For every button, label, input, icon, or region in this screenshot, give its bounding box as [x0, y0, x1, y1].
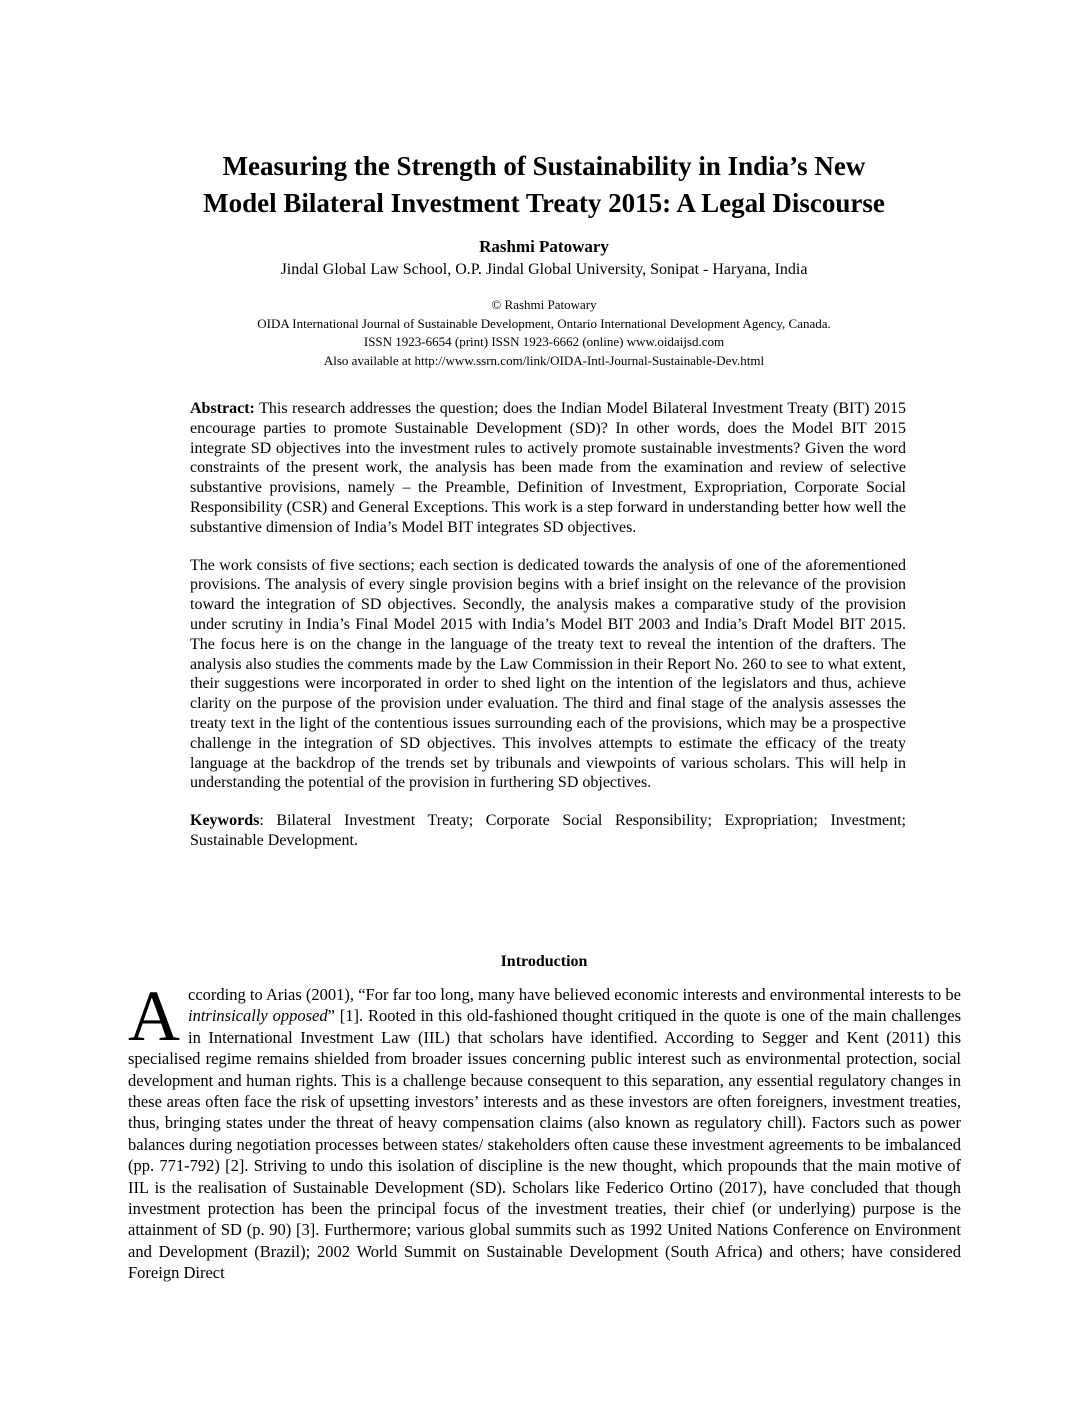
copyright-block — [0, 296, 1088, 370]
keywords-line — [190, 811, 906, 851]
abstract-paragraph-1-text: This research addresses the question; does the Indian Model Bilateral Investment Treaty (BIT) 2015 encourage parties to promote Sustainable Development (SD)? In other words, does the Model BIT 2015 integrate SD objectives into the investment rules to actively promote sustainable investments? Given the word constraints of the present work, the analysis has been made from the examination and review of selective substantive provisions, namely – the Preamble, Definition of Investment, Expropriation, Corporate Social Responsibility (CSR) and General Exceptions. This work is a step forward in understanding better how well the substantive dimension of India’s Model BIT integrates SD objectives. — [190, 400, 906, 536]
abstract-paragraph-2: The work consists of five sections; each section is dedicated towards the analysis of one of the aforementioned provisions. The analysis of every single provision begins with a brief insight on the relevance of the provision toward the integration of SD objectives. Secondly, the analysis makes a comparative study of the provision under scrutiny in India’s Final Model 2015 with India’s Model BIT 2003 and India’s Draft Model BIT 2015. The focus here is on the change in the language of the treaty text to reveal the intention of the drafters. The analysis also studies the comments made by the Law Commission in their Report No. 260 to see to what extent, their suggestions were incorporated in order to shed light on the intention of the legislators and thus, achieve clarity on the purpose of the provision under evaluation. The third and final stage of the analysis assesses the treaty text in the light of the contentious issues surrounding each of the provisions, which may be a prospective challenge in the integration of SD objectives. This involves attempts to estimate the efficacy of the treaty language at the backdrop of the trends set by tribunals and viewpoints of various scholars. This will help in understanding the potential of the provision in furthering SD objectives. — [190, 556, 906, 792]
drop-cap-letter: A — [128, 976, 180, 1056]
journal-line: OIDA International Journal of Sustainable Development, Ontario International Development Agency, Canada. — [257, 315, 831, 331]
author-affiliation: Jindal Global Law School, O.P. Jindal Global University, Sonipat - Haryana, India — [280, 261, 808, 278]
author-name: Rashmi Patowary — [479, 237, 609, 256]
keywords-label: Keywords — [190, 812, 260, 830]
availability-line: Also available at http://www.ssrn.com/link/OIDA-Intl-Journal-Sustainable-Dev.html — [323, 352, 765, 368]
abstract-label: Abstract: — [190, 400, 255, 417]
paper-title — [0, 148, 1088, 222]
copyright-line: © Rashmi Patowary — [491, 297, 597, 312]
abstract-section — [190, 399, 906, 869]
paper-title-line-2: Model Bilateral Investment Treaty 2015: A Legal Discourse — [203, 188, 885, 219]
issn-line: ISSN 1923-6654 (print) ISSN 1923-6662 (online) www.oidaijsd.com — [363, 334, 725, 349]
introduction-text-pre: ccording to Arias (2001), “For far too long, many have believed economic interests and environmental interests to be — [188, 985, 961, 1004]
introduction-heading: Introduction — [500, 953, 588, 970]
abstract-paragraph-1 — [190, 399, 906, 538]
introduction-paragraph — [128, 976, 961, 1284]
introduction-text-italic: intrinsically opposed — [188, 1006, 328, 1026]
introduction-text-post: ” [1]. Rooted in this old-fashioned thought critiqued in the quote is one of the main challenges in International Investment Law (IIL) that scholars have identified. According to Segger and Kent (2011) this specialised regime remains shielded from broader issues concerning public interest such as environmental protection, social development and human rights. This is a challenge because consequent to this separation, any essential regulatory changes in these areas often face the risk of upsetting investors’ interests and as these investors are often foreigners, investment treaties, thus, bringing states under the threat of heavy compensation claims (also known as regulatory chill). Factors such as power balances during negotiation processes between states/ stakeholders often cause these investment agreements to be imbalanced (pp. 771-792) [2]. Striving to undo this isolation of discipline is the new thought, which propounds that the main motive of IIL is the realisation of Sustainable Development (SD). Scholars like Federico Ortino (2017), have concluded that though investment protection has been the principal focus of the investment treaties, their chief (or underlying) purpose is the attainment of SD (p. 90) [3]. Furthermore; various global summits such as 1992 United Nations Conference on Environment and Development (Brazil); 2002 World Summit on Sustainable Development (South Africa) and others; have considered Foreign Direct — [128, 1006, 961, 1283]
paper-title-line-1: Measuring the Strength of Sustainability in India’s New — [222, 151, 866, 182]
keywords-text: : Bilateral Investment Treaty; Corporate Social Responsibility; Expropriation; Investment; Sustainable Development. — [190, 812, 906, 849]
